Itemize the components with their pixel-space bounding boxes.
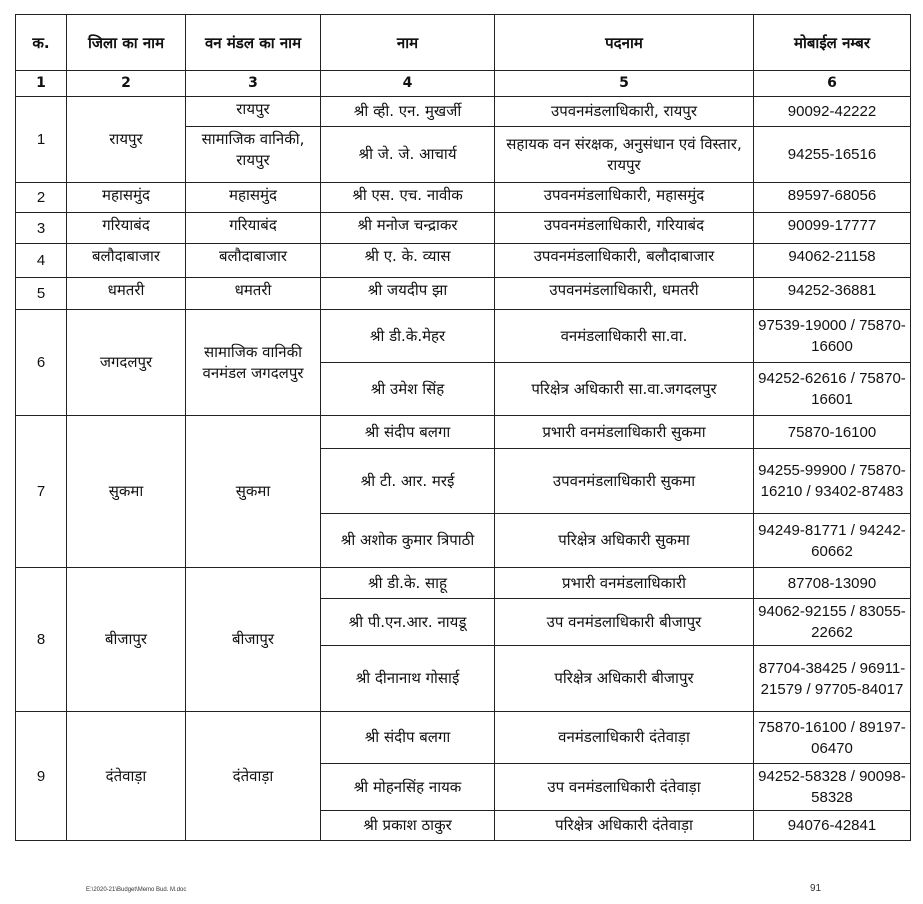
officer-mobile: 94062-92155 / 83055-22662 [754,599,911,646]
district-name: धमतरी [67,278,186,310]
table-row [16,97,911,127]
table-row [16,712,911,764]
officer-designation: उप वनमंडलाधिकारी दंतेवाड़ा [495,764,754,811]
serial-number: 5 [16,278,67,310]
table-row [16,416,911,449]
header-serial: क. [16,15,67,71]
officer-name: श्री डी.के.मेहर [321,310,495,363]
column-number: 6 [754,71,911,97]
serial-number: 3 [16,213,67,244]
district-name: सुकमा [67,416,186,568]
officer-mobile: 87708-13090 [754,568,911,599]
officer-mobile: 89597-68056 [754,183,911,213]
column-number: 3 [186,71,321,97]
column-number: 5 [495,71,754,97]
officer-contact-table [15,14,911,841]
officer-name: श्री डी.के. साहू [321,568,495,599]
officer-mobile: 87704-38425 / 96911-21579 / 97705-84017 [754,646,911,712]
officer-mobile: 94252-62616 / 75870-16601 [754,363,911,416]
officer-name: श्री उमेश सिंह [321,363,495,416]
division-name: बीजापुर [186,568,321,712]
officer-designation: वनमंडलाधिकारी दंतेवाड़ा [495,712,754,764]
division-name: सामाजिक वानिकी, रायपुर [186,127,321,183]
district-name: दंतेवाड़ा [67,712,186,841]
officer-designation: उपवनमंडलाधिकारी, धमतरी [495,278,754,310]
officer-designation: उप वनमंडलाधिकारी बीजापुर [495,599,754,646]
officer-mobile: 94249-81771 / 94242-60662 [754,514,911,568]
officer-mobile: 75870-16100 [754,416,911,449]
officer-name: श्री ए. के. व्यास [321,244,495,278]
officer-mobile: 90092-42222 [754,97,911,127]
officer-mobile: 90099-17777 [754,213,911,244]
serial-number: 9 [16,712,67,841]
officer-name: श्री जयदीप झा [321,278,495,310]
table-row [16,568,911,599]
officer-name: श्री एस. एच. नावीक [321,183,495,213]
table-row [16,278,911,310]
page-number: 91 [810,883,822,894]
division-name: रायपुर [186,97,321,127]
division-name: गरियाबंद [186,213,321,244]
district-name: बलौदाबाजार [67,244,186,278]
officer-name: श्री व्ही. एन. मुखर्जी [321,97,495,127]
officer-name: श्री जे. जे. आचार्य [321,127,495,183]
division-name: दंतेवाड़ा [186,712,321,841]
officer-mobile: 75870-16100 / 89197-06470 [754,712,911,764]
officer-designation: प्रभारी वनमंडलाधिकारी [495,568,754,599]
table-row [16,310,911,363]
serial-number: 1 [16,97,67,183]
table-row [16,183,911,213]
officer-mobile: 94062-21158 [754,244,911,278]
officer-mobile: 94252-58328 / 90098-58328 [754,764,911,811]
officer-mobile: 94076-42841 [754,811,911,841]
officer-mobile: 94255-16516 [754,127,911,183]
column-number: 4 [321,71,495,97]
column-number: 2 [67,71,186,97]
officer-designation: उपवनमंडलाधिकारी सुकमा [495,449,754,514]
division-name: धमतरी [186,278,321,310]
officer-designation: परिक्षेत्र अधिकारी बीजापुर [495,646,754,712]
serial-number: 6 [16,310,67,416]
officer-designation: प्रभारी वनमंडलाधिकारी सुकमा [495,416,754,449]
division-name: सुकमा [186,416,321,568]
table-row [16,213,911,244]
division-name: महासमुंद [186,183,321,213]
serial-number: 7 [16,416,67,568]
header-designation: पदनाम [495,15,754,71]
officer-name: श्री संदीप बलगा [321,416,495,449]
table-body [16,97,911,841]
officer-name: श्री संदीप बलगा [321,712,495,764]
officer-designation: उपवनमंडलाधिकारी, महासमुंद [495,183,754,213]
officer-mobile: 97539-19000 / 75870-16600 [754,310,911,363]
officer-mobile: 94252-36881 [754,278,911,310]
officer-designation: सहायक वन संरक्षक, अनुसंधान एवं विस्तार, रायपुर [495,127,754,183]
officer-designation: वनमंडलाधिकारी सा.वा. [495,310,754,363]
officer-name: श्री दीनानाथ गोसाई [321,646,495,712]
serial-number: 2 [16,183,67,213]
district-name: जगदलपुर [67,310,186,416]
footer-file-path: E:\2020-21\Budget\Memo Bud. M.doc [86,887,187,893]
header-district: जिला का नाम [67,15,186,71]
officer-designation: उपवनमंडलाधिकारी, रायपुर [495,97,754,127]
table-row [16,244,911,278]
officer-mobile: 94255-99900 / 75870-16210 / 93402-87483 [754,449,911,514]
district-name: बीजापुर [67,568,186,712]
district-name: रायपुर [67,97,186,183]
officer-name: श्री टी. आर. मरई [321,449,495,514]
officer-designation: उपवनमंडलाधिकारी, बलौदाबाजार [495,244,754,278]
serial-number: 4 [16,244,67,278]
district-name: महासमुंद [67,183,186,213]
officer-name: श्री प्रकाश ठाकुर [321,811,495,841]
officer-name: श्री मनोज चन्द्राकर [321,213,495,244]
officer-designation: उपवनमंडलाधिकारी, गरियाबंद [495,213,754,244]
officer-name: श्री पी.एन.आर. नायडू [321,599,495,646]
officer-designation: परिक्षेत्र अधिकारी सुकमा [495,514,754,568]
column-number: 1 [16,71,67,97]
division-name: सामाजिक वानिकी वनमंडल जगदलपुर [186,310,321,416]
header-mobile: मोबाईल नम्बर [754,15,911,71]
header-name: नाम [321,15,495,71]
district-name: गरियाबंद [67,213,186,244]
header-division: वन मंडल का नाम [186,15,321,71]
officer-designation: परिक्षेत्र अधिकारी सा.वा.जगदलपुर [495,363,754,416]
officer-name: श्री अशोक कुमार त्रिपाठी [321,514,495,568]
division-name: बलौदाबाजार [186,244,321,278]
serial-number: 8 [16,568,67,712]
officer-designation: परिक्षेत्र अधिकारी दंतेवाड़ा [495,811,754,841]
officer-name: श्री मोहनसिंह नायक [321,764,495,811]
